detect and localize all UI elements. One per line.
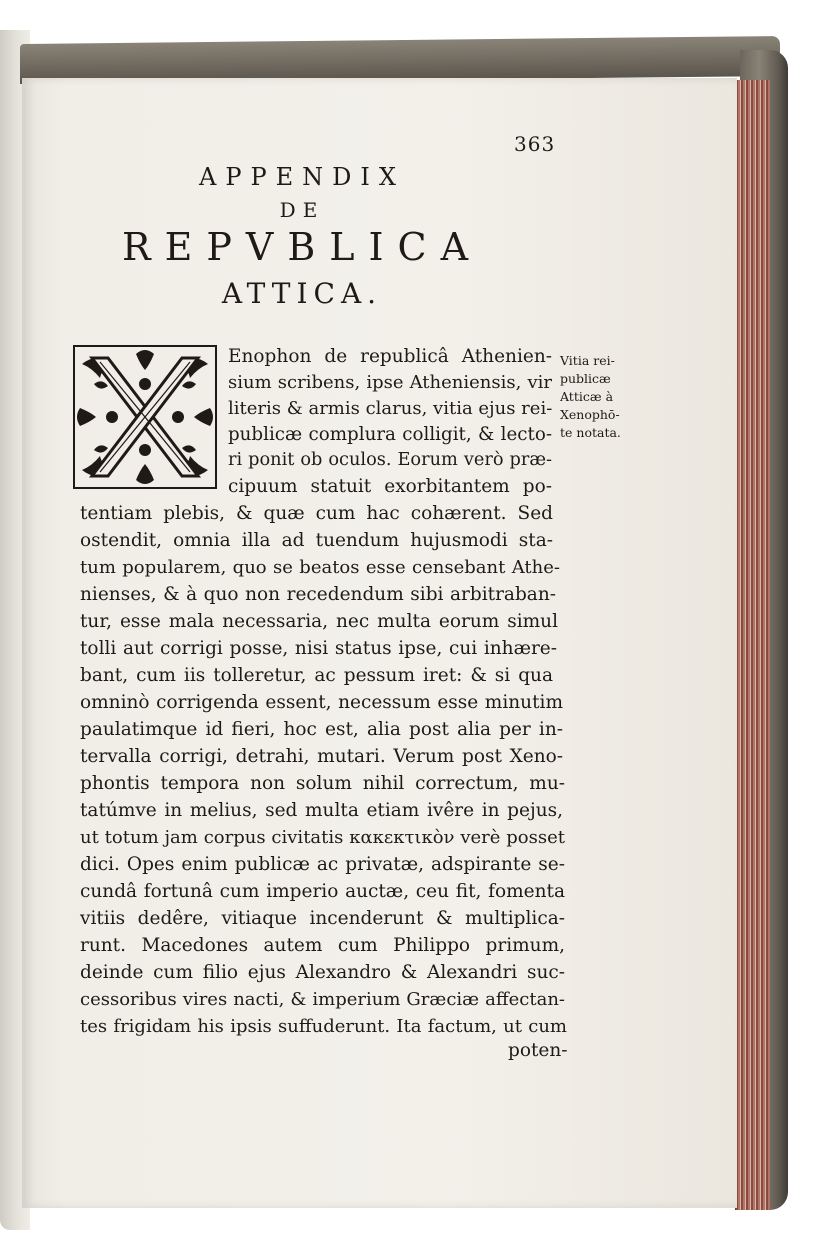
marginal-note-line: publicæ — [560, 371, 611, 386]
body-line: bant, cum iis tolleretur, ac pessum iret: & si qua — [80, 665, 553, 686]
body-line: omninò corrigenda essent, necessum esse minutim — [80, 692, 563, 713]
marginal-note — [560, 352, 650, 442]
catchword: poten- — [508, 1040, 568, 1061]
body-line: tum popularem, quo se beatos esse censebant Athe- — [80, 557, 560, 578]
body-line: tes frigidam his ipsis suffuderunt. Ita factum, ut cum — [80, 1016, 567, 1037]
marginal-note-line: Vitia rei- — [560, 353, 615, 368]
body-line: cessoribus vires nacti, & imperium Græciæ affectan- — [80, 989, 565, 1010]
body-line: cundâ fortunâ cum imperio auctæ, ceu fit, fomenta — [80, 881, 565, 902]
heading-line-1: APPENDIX — [199, 163, 405, 191]
body-line: Enophon de republicâ Athenien- — [228, 346, 552, 367]
page-number: 363 — [514, 132, 556, 156]
heading-line-2: DE — [279, 198, 325, 222]
body-line: literis & armis clarus, vitia ejus rei- — [228, 398, 553, 419]
body-line: tolli aut corrigi posse, nisi status ipse, cui inhære- — [80, 638, 557, 659]
heading-line-4: ATTICA. — [221, 277, 383, 310]
body-line: tentiam plebis, & quæ cum hac cohærent. Sed — [80, 503, 553, 524]
body-line: cipuum statuit exorbitantem po- — [228, 476, 552, 497]
body-line: ri ponit ob oculos. Eorum verò præ- — [228, 450, 552, 470]
body-line: tatúmve in melius, sed multa etiam ivêre in pejus, — [80, 800, 563, 821]
body-line: tur, esse mala necessaria, nec multa eorum simul — [80, 611, 558, 632]
body-line: phontis tempora non solum nihil correctum, mu- — [80, 773, 565, 794]
body-line: deinde cum filio ejus Alexandro & Alexandri suc- — [80, 962, 565, 983]
body-line: dici. Opes enim publicæ ac privatæ, adspirante se- — [80, 854, 565, 875]
body-line: runt. Macedones autem cum Philippo primum, — [80, 935, 565, 956]
body-line: publicæ complura colligit, & lecto- — [228, 424, 552, 445]
marginal-note-line: Atticæ à — [560, 389, 614, 404]
initial-ornament-icon — [72, 344, 218, 490]
body-line: paulatimque id fieri, hoc est, alia post alia per in- — [80, 719, 563, 740]
body-line: sium scribens, ipse Atheniensis, vir — [228, 372, 552, 393]
decorated-initial-x — [72, 344, 218, 490]
page-edges — [735, 80, 770, 1210]
body-line: ostendit, omnia illa ad tuendum hujusmodi sta- — [80, 530, 553, 551]
marginal-note-line: Xenophō- — [560, 407, 620, 422]
marginal-note-line: te notata. — [560, 425, 621, 440]
book-cover-top — [20, 36, 780, 84]
body-line: tervalla corrigi, detrahi, mutari. Verum post Xeno- — [80, 746, 563, 767]
body-line: ut totum jam corpus civitatis κακεκτικὸν verè posset — [80, 827, 565, 848]
heading-line-3: REPVBLICA — [121, 225, 483, 269]
body-line: vitiis dedêre, vitiaque incenderunt & multiplica- — [80, 908, 565, 929]
body-line: nienses, & à quo non recedendum sibi arbitraban- — [80, 584, 556, 605]
